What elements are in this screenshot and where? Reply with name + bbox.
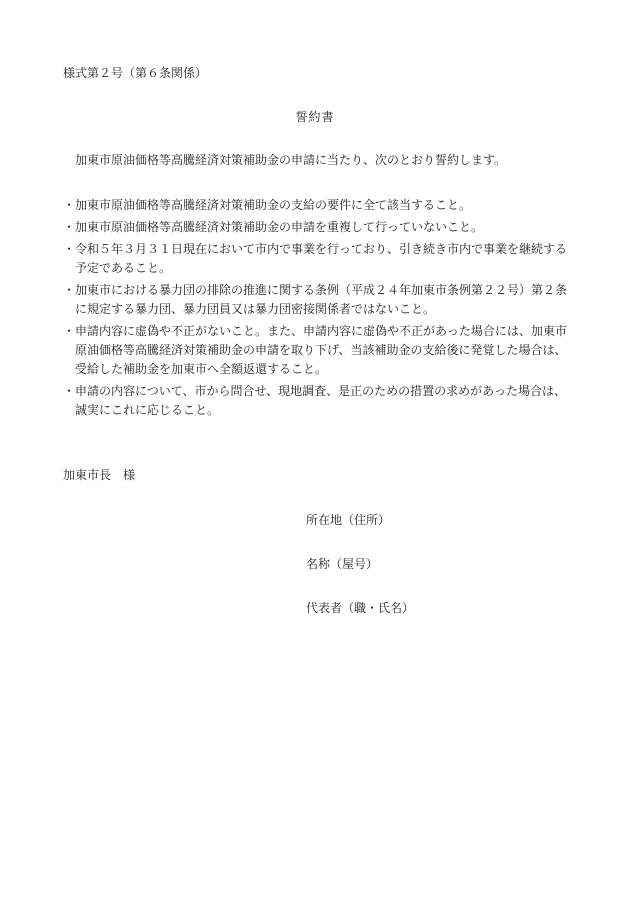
signature-representative-label: 代表者（職・氏名） xyxy=(306,601,415,615)
pledge-clause-text: 令和５年３月３１日現在において市内で事業を行っており、引き続き市内で事業を継続する予定であること。 xyxy=(75,242,568,275)
pledge-clause xyxy=(63,322,573,379)
pledge-clause-text: 加東市における暴力団の排除の推進に関する条例（平成２４年加東市条例第２２号）第２条に規定する暴力団、暴力団員又は暴力団密接関係者ではないこと。 xyxy=(75,283,568,316)
pledge-clause xyxy=(63,218,573,237)
bullet-mark: ・ xyxy=(63,384,76,398)
pledge-clause xyxy=(63,196,573,215)
signature-name-label: 名称（屋号） xyxy=(306,557,379,571)
pledge-clause-list xyxy=(63,196,573,423)
bullet-mark: ・ xyxy=(63,198,76,212)
pledge-clause xyxy=(63,382,573,420)
intro-statement: 加東市原油価格等高騰経済対策補助金の申請に当たり、次のとおり誓約します。 xyxy=(75,153,507,167)
pledge-clause xyxy=(63,240,573,278)
document-title: 誓約書 xyxy=(295,110,335,124)
form-number: 様式第２号（第６条関係） xyxy=(63,66,208,80)
bullet-mark: ・ xyxy=(63,324,76,338)
pledge-clause-text: 加東市原油価格等高騰経済対策補助金の支給の要件に全て該当すること。 xyxy=(75,198,472,212)
pledge-clause-text: 申請の内容について、市から問合せ、現地調査、是正のための措置の求めがあった場合は、誠実にこれに応じること。 xyxy=(75,384,567,417)
bullet-mark: ・ xyxy=(63,242,76,256)
bullet-mark: ・ xyxy=(63,283,76,297)
signature-address-label: 所在地（住所） xyxy=(306,513,391,527)
pledge-clause-text: 加東市原油価格等高騰経済対策補助金の申請を重複して行っていないこと。 xyxy=(75,220,484,234)
bullet-mark: ・ xyxy=(63,220,76,234)
addressee: 加東市長 様 xyxy=(63,468,136,482)
pledge-clause xyxy=(63,281,573,319)
pledge-clause-text: 申請内容に虚偽や不正がないこと。また、申請内容に虚偽や不正があった場合には、加東市原油価格等高騰経済対策補助金の申請を取り下げ、当該補助金の支給後に発覚した場合は、受給した補助金を加東市へ全額返還すること。 xyxy=(75,324,567,376)
